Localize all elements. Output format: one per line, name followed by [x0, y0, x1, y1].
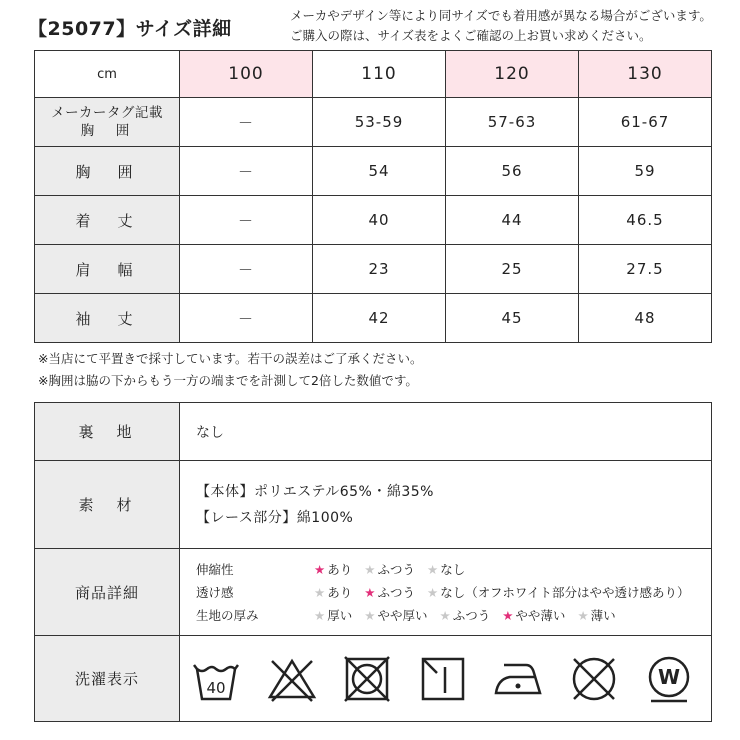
table-cell: 59	[579, 147, 712, 196]
row-header-chest: 胸 囲	[35, 147, 180, 196]
table-cell: 42	[313, 294, 446, 343]
star-icon: ★	[314, 585, 326, 600]
wet-clean-letter: W	[657, 664, 681, 689]
size-header-cell: 130	[579, 51, 712, 98]
table-cell: 53-59	[313, 98, 446, 147]
property-row	[196, 581, 711, 604]
note-line: ※胸囲は脇の下からもう一方の端までを計測して2倍した数値です。	[38, 373, 418, 388]
table-cell: 54	[313, 147, 446, 196]
property-option-label: ふつう	[377, 562, 415, 577]
no-tumble-dry-icon	[339, 651, 395, 707]
property-option-label: やや厚い	[377, 608, 428, 623]
table-cell: －	[180, 98, 313, 147]
star-icon: ★	[364, 608, 376, 623]
table-cell: 27.5	[579, 245, 712, 294]
star-icon: ★	[314, 608, 326, 623]
care-icons	[180, 636, 712, 722]
table-cell: 48	[579, 294, 712, 343]
property-option	[427, 583, 689, 601]
property-name: 伸縮性	[196, 562, 234, 577]
property-option-label: なし（オフホワイト部分はやや透け感あり）	[440, 585, 690, 600]
property-row	[196, 604, 711, 627]
material-value	[180, 461, 712, 549]
care-label: 洗濯表示	[35, 636, 180, 722]
star-icon: ★	[439, 608, 451, 623]
wash-temp-label: 40	[206, 678, 226, 697]
star-icon: ★	[426, 585, 439, 600]
size-header-cell: 100	[180, 51, 313, 98]
unit-cell: cm	[35, 51, 180, 98]
material-label: 素 材	[35, 461, 180, 549]
row-header-length: 着 丈	[35, 196, 180, 245]
note-top	[290, 6, 712, 46]
no-bleach-icon	[264, 651, 320, 707]
material-row	[35, 461, 712, 549]
property-option	[427, 560, 465, 578]
table-row	[35, 196, 712, 245]
measurement-notes	[38, 348, 422, 392]
lining-row	[35, 403, 712, 461]
row-header-shoulder: 肩 幅	[35, 245, 180, 294]
property-option	[314, 560, 352, 578]
page-title: 【25077】サイズ詳細	[28, 18, 232, 40]
wet-clean-icon	[641, 651, 697, 707]
size-header-cell: 120	[446, 51, 579, 98]
table-row	[35, 294, 712, 343]
property-option-label: ふつう	[452, 608, 491, 623]
note-line: ※当店にて平置きで採寸しています。若干の誤差はご了承ください。	[38, 351, 423, 366]
properties-row	[35, 549, 712, 636]
material-line: 【本体】ポリエステル65%・綿35%	[196, 483, 434, 500]
property-option	[364, 583, 415, 601]
note-top-line: ご購入の際は、サイズ表をよくご確認の上お買い求めください。	[290, 28, 652, 43]
property-option	[439, 606, 490, 624]
note-top-line: メーカやデザイン等により同サイズでも着用感が異なる場合がございます。	[290, 8, 712, 23]
property-option	[314, 606, 352, 624]
table-row	[35, 245, 712, 294]
property-option	[364, 606, 427, 624]
no-dry-clean-icon	[566, 651, 622, 707]
row-header-line: 胸 囲	[80, 123, 134, 139]
table-cell: 45	[446, 294, 579, 343]
star-selected-icon: ★	[502, 608, 514, 623]
property-option	[364, 560, 415, 578]
iron-low-icon	[490, 651, 546, 707]
property-option	[577, 606, 615, 624]
wash-40-icon	[188, 651, 244, 707]
row-header-line: メーカータグ記載	[51, 105, 163, 121]
property-name: 生地の厚み	[196, 608, 259, 623]
table-cell: 40	[313, 196, 446, 245]
size-header-cell: 110	[313, 51, 446, 98]
property-row	[196, 558, 711, 581]
star-icon: ★	[364, 562, 376, 577]
property-option-label: 厚い	[327, 608, 353, 623]
row-header-sleeve: 袖 丈	[35, 294, 180, 343]
star-icon: ★	[577, 608, 589, 623]
lining-label: 裏 地	[35, 403, 180, 461]
table-cell: 56	[446, 147, 579, 196]
table-row	[35, 98, 712, 147]
table-cell: 61-67	[579, 98, 712, 147]
property-option-label: ふつう	[377, 585, 415, 600]
care-row	[35, 636, 712, 722]
table-cell: －	[180, 196, 313, 245]
star-icon: ★	[426, 562, 439, 577]
table-cell: 46.5	[579, 196, 712, 245]
material-line: 【レース部分】綿100%	[196, 509, 354, 526]
property-name: 透け感	[196, 585, 234, 600]
lining-value: なし	[180, 403, 712, 461]
property-option-label: なし	[440, 562, 466, 577]
property-option-label: あり	[327, 562, 353, 577]
size-table	[34, 50, 712, 343]
properties-list	[196, 558, 711, 627]
properties-label: 商品詳細	[35, 549, 180, 636]
table-cell: 25	[446, 245, 579, 294]
table-cell: 23	[313, 245, 446, 294]
property-option-label: あり	[327, 585, 353, 600]
line-dry-shade-icon	[415, 651, 471, 707]
table-cell: －	[180, 294, 313, 343]
star-selected-icon: ★	[364, 585, 376, 600]
property-option	[314, 583, 352, 601]
table-cell: －	[180, 245, 313, 294]
star-selected-icon: ★	[314, 562, 326, 577]
table-cell: 44	[446, 196, 579, 245]
table-row	[35, 147, 712, 196]
size-header-row	[35, 51, 712, 98]
property-option-label: 薄い	[590, 608, 616, 623]
table-cell: －	[180, 147, 313, 196]
properties-value	[180, 549, 712, 636]
property-option	[502, 606, 565, 624]
row-header-tag-chest	[35, 98, 180, 147]
table-cell: 57-63	[446, 98, 579, 147]
detail-table	[34, 402, 712, 722]
property-option-label: やや薄い	[515, 608, 566, 623]
